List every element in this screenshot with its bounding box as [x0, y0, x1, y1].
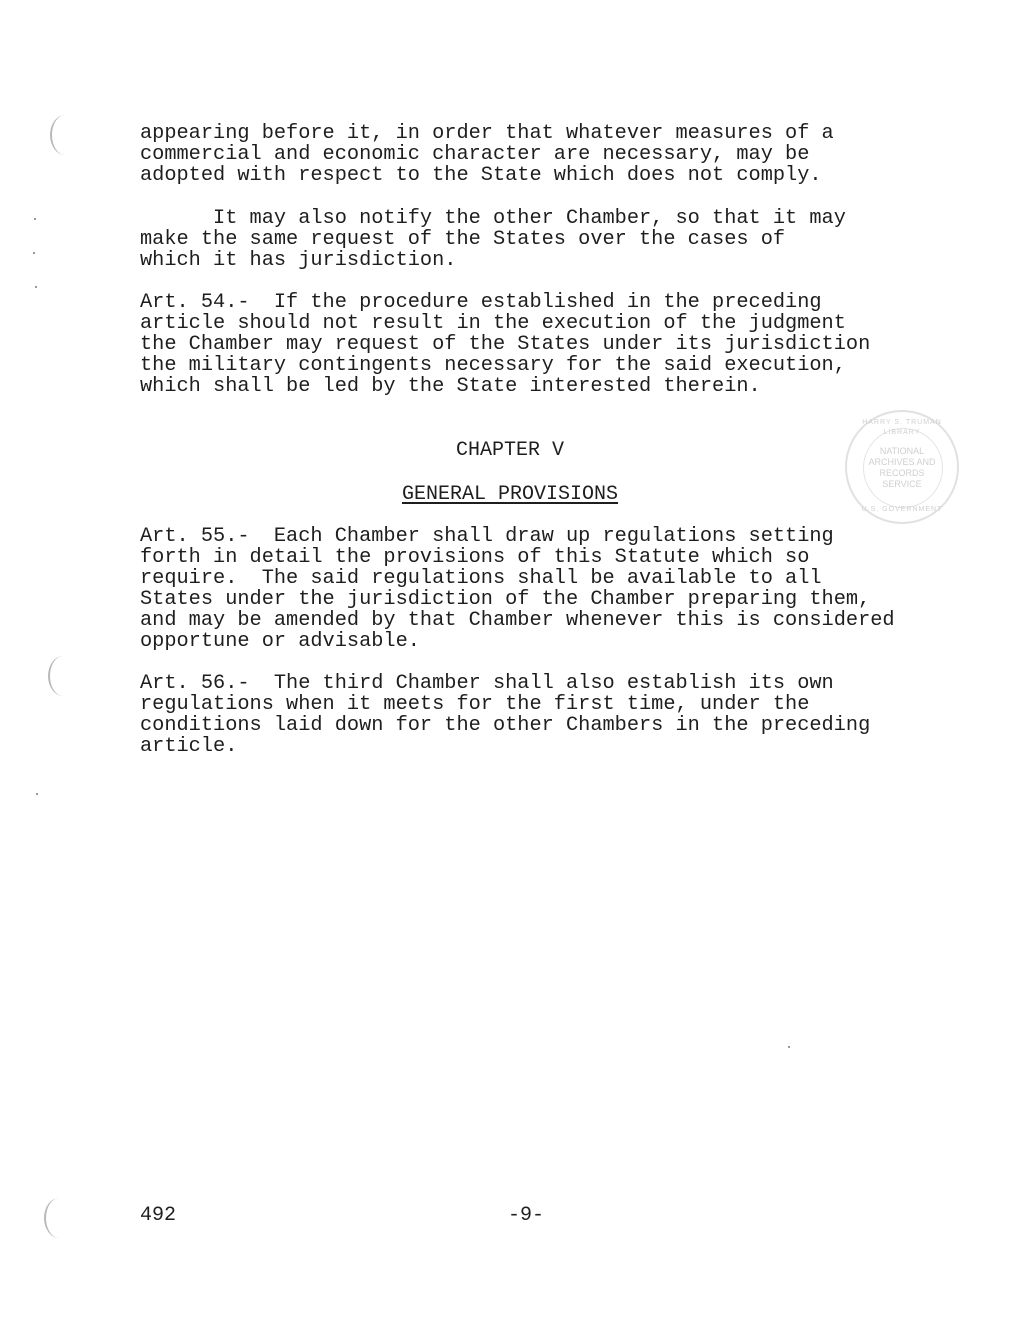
body-line: conditions laid down for the other Chambers in the preceding [140, 714, 871, 737]
document-number: 492 [140, 1204, 177, 1227]
body-line: Art. 55.- Each Chamber shall draw up regulations setting [140, 525, 834, 548]
body-line: forth in detail the provisions of this Statute which so [140, 546, 810, 569]
body-line: require. The said regulations shall be available to all [140, 567, 822, 590]
body-line: Art. 54.- If the procedure established in the preceding [140, 291, 822, 314]
margin-speck [788, 1046, 790, 1048]
stamp-text: ARCHIVES AND [868, 457, 936, 467]
body-line: which shall be led by the State interested therein. [140, 375, 761, 398]
body-line: and may be amended by that Chamber whenever this is considered [140, 609, 895, 632]
body-line: opportune or advisable. [140, 630, 420, 653]
margin-speck [33, 252, 35, 254]
chapter-title: CHAPTER V [455, 439, 565, 462]
archive-stamp [845, 410, 959, 524]
body-line: article. [140, 735, 238, 758]
body-line: the Chamber may request of the States under its jurisdiction [140, 333, 871, 356]
stamp-text: RECORDS [879, 468, 925, 478]
section-title: GENERAL PROVISIONS [401, 483, 619, 506]
body-line: which it has jurisdiction. [140, 249, 457, 272]
stamp-text-top: HARRY S. TRUMAN LIBRARY [862, 419, 942, 436]
margin-speck [34, 218, 36, 220]
punch-hole-mark [48, 656, 78, 696]
body-line: States under the jurisdiction of the Chamber preparing them, [140, 588, 871, 611]
body-line: adopted with respect to the State which does not comply. [140, 164, 822, 187]
body-line: make the same request of the States over the cases of [140, 228, 786, 251]
body-line: commercial and economic character are necessary, may be [140, 143, 810, 166]
margin-speck [36, 793, 38, 795]
body-line: article should not result in the execution of the judgment [140, 312, 846, 335]
body-line: It may also notify the other Chamber, so that it may [140, 207, 846, 230]
body-line: appearing before it, in order that whatever measures of a [140, 122, 834, 145]
margin-speck [35, 286, 37, 288]
body-line: Art. 56.- The third Chamber shall also establish its own [140, 672, 834, 695]
body-line: the military contingents necessary for the said execution, [140, 354, 846, 377]
punch-hole-mark [50, 115, 80, 155]
body-line: regulations when it meets for the first time, under the [140, 693, 810, 716]
stamp-text: NATIONAL [879, 446, 925, 456]
stamp-text: SERVICE [882, 479, 922, 489]
page-number: -9- [507, 1204, 544, 1227]
stamp-text-bottom: U.S. GOVERNMENT [861, 506, 943, 513]
